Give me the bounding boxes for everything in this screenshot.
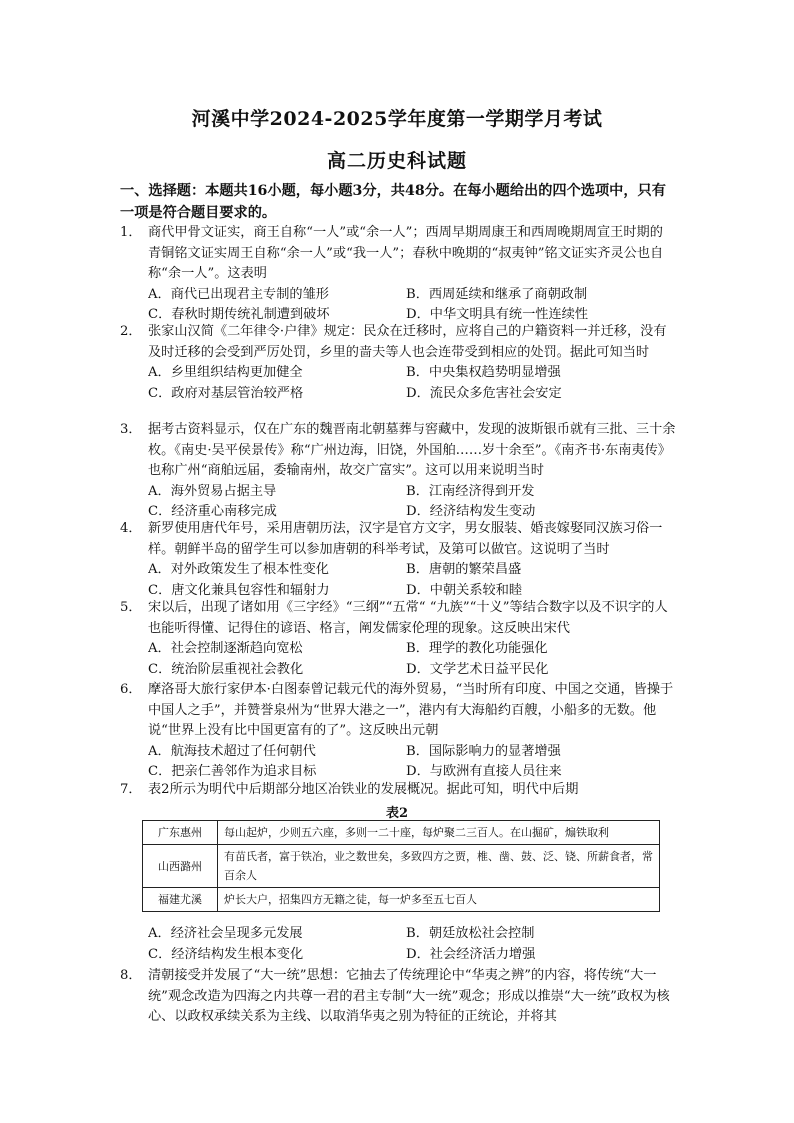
question-stem: 张家山汉简《二年律令·户律》规定：民众在迁移时，应将自己的户籍资料一并迁移，没有及时迁移的会受到严厉处罚，乡里的啬夫等人也会连带受到相应的处罚。据此可知当时	[148, 324, 667, 360]
option-b: B．江南经济得到开发	[406, 483, 535, 499]
option-a: A．经济社会呈现多元发展	[148, 926, 303, 941]
option-a: A．社会控制逐渐趋向宽松	[148, 641, 303, 657]
question-number: 2．	[120, 324, 142, 339]
question-number: 7．	[120, 782, 142, 797]
option-c: C．经济重心南移完成	[148, 504, 277, 520]
question-stem: 表2所示为明代中后期部分地区冶铁业的发展概况。据此可知，明代中后期	[148, 782, 579, 797]
option-c: C．春秋时期传统礼制遭到破坏	[148, 307, 330, 323]
question-8	[120, 966, 676, 1028]
option-b: B．国际影响力的显著增强	[406, 743, 561, 759]
option-d: D．经济结构发生变动	[406, 504, 536, 520]
question-number: 6．	[120, 682, 142, 697]
question-7	[120, 780, 676, 801]
option-a: A．商代已出现君主专制的雏形	[148, 286, 329, 302]
question-1	[120, 223, 676, 326]
option-b: B．理学的教化功能强化	[406, 641, 548, 657]
option-c: C．经济结构发生根本变化	[148, 946, 304, 962]
question-number: 4．	[120, 521, 142, 536]
table-cell-text: 每山起炉，少则五六座，多则一二十座，每炉聚二三百人。在山掘矿，煽铁取利	[218, 821, 660, 845]
option-c: C．统治阶层重视社会教化	[148, 661, 304, 677]
option-d: D．文学艺术日益平民化	[406, 661, 549, 677]
option-a: A．对外政策发生了根本性变化	[148, 562, 329, 578]
question-3	[120, 420, 676, 523]
option-b: B．唐朝的繁荣昌盛	[406, 562, 522, 578]
option-d: D．流民众多危害社会安定	[406, 385, 562, 401]
option-c: C．把亲仁善邻作为追求目标	[148, 764, 317, 780]
question-number: 5．	[120, 600, 142, 615]
option-d: D．中朝关系较和睦	[406, 582, 523, 598]
table-row	[143, 845, 660, 888]
question-2	[120, 322, 676, 404]
question-stem: 新罗使用唐代年号，采用唐朝历法，汉字是官方文字，男女服装、婚丧嫁娶同汉族习俗一样。朝鲜半岛的留学生可以参加唐朝的科举考试，及第可以做官。这说明了当时	[148, 521, 663, 557]
table-cell-place: 广东惠州	[143, 821, 218, 845]
option-c: C．唐文化兼具包容性和辐射力	[148, 582, 330, 598]
question-5	[120, 598, 676, 680]
option-d: D．社会经济活力增强	[406, 946, 536, 962]
section-heading: 一、选择题：本题共16小题，每小题3分，共48分。在每小题给出的四个选项中，只有一项是符合题目要求的。	[120, 183, 666, 221]
option-b: B．中央集权趋势明显增强	[406, 365, 561, 381]
table-cell-place: 山西潞州	[143, 845, 218, 888]
question-number: 1．	[120, 225, 142, 240]
option-c: C．政府对基层管治较严格	[148, 385, 304, 401]
question-4	[120, 519, 676, 601]
option-b: B．西周延续和继承了商朝政制	[406, 286, 588, 302]
table-row	[143, 888, 660, 912]
question-7-options	[120, 924, 676, 965]
table-cell-place: 福建尤溪	[143, 888, 218, 912]
table-caption: 表2	[385, 806, 409, 821]
option-b: B．朝廷放松社会控制	[406, 926, 535, 941]
question-stem: 摩洛哥大旅行家伊本·白图泰曾记载元代的海外贸易，“当时所有印度、中国之交通，皆操于中国人之手”，并赞誉泉州为“世界大港之一”，港内有大海船约百艘，小船多的无数。他说“世界上没有比中国更富有的了”。这反映出元朝	[148, 682, 674, 739]
option-d: D．与欧洲有直接人员往来	[406, 764, 562, 780]
question-stem: 据考古资料显示，仅在广东的魏晋南北朝墓葬与窖藏中，发现的波斯银币就有三批、三十余枚。《南史·吴平侯景传》称“广州边海，旧饶，外国舶……岁十余至”。《南齐书·东南夷传》也称广州“商舶远届，委输南州，故交广富实”。这可以用来说明当时	[148, 422, 676, 479]
question-number: 8．	[120, 968, 142, 983]
question-stem: 宋以后，出现了诸如用《三字经》“三纲”“五常“ “九族”“十义”等结合数字以及不识字的人也能听得懂、记得住的谚语、格言，阐发儒家伦理的现象。这反映出宋代	[148, 600, 668, 636]
question-number: 3．	[120, 422, 142, 437]
question-stem: 清朝接受并发展了“大一统”思想：它抽去了传统理论中“华夷之辨”的内容，将传统“大一统”观念改造为四海之内共尊一君的君主专制“大一统”观念；形成以推崇“大一统”政权为核心、以政权承续关系为主线、以取消华夷之别为特征的正统论，并将其	[148, 968, 670, 1025]
exam-title: 河溪中学2024-2025学年度第一学期学月考试	[191, 108, 603, 130]
question-stem: 商代甲骨文证实，商王自称“一人”或“余一人”；西周早期周康王和西周晚期周宣王时期的青铜铭文证实周王自称“余一人”或“我一人”；春秋中晚期的“叔夷钟”铭文证实齐灵公也自称“余一人”。这表明	[148, 225, 664, 282]
option-a: A．海外贸易占据主导	[148, 483, 277, 499]
table-cell-text: 有苗氏者，富于铁冶，业之数世矣，多致四方之贾，椎、凿、鼓、泛、铙、所薪食者，常百余人	[218, 845, 660, 888]
option-d: D．中华文明具有统一性连续性	[406, 307, 589, 323]
table-2	[142, 820, 660, 912]
table-row	[143, 821, 660, 845]
question-6	[120, 680, 676, 783]
option-a: A．乡里组织结构更加健全	[148, 365, 303, 381]
exam-subtitle: 高二历史科试题	[326, 150, 467, 172]
option-a: A．航海技术超过了任何朝代	[148, 743, 316, 759]
table-cell-text: 炉长大户，招集四方无籍之徒，每一炉多至五七百人	[218, 888, 660, 912]
